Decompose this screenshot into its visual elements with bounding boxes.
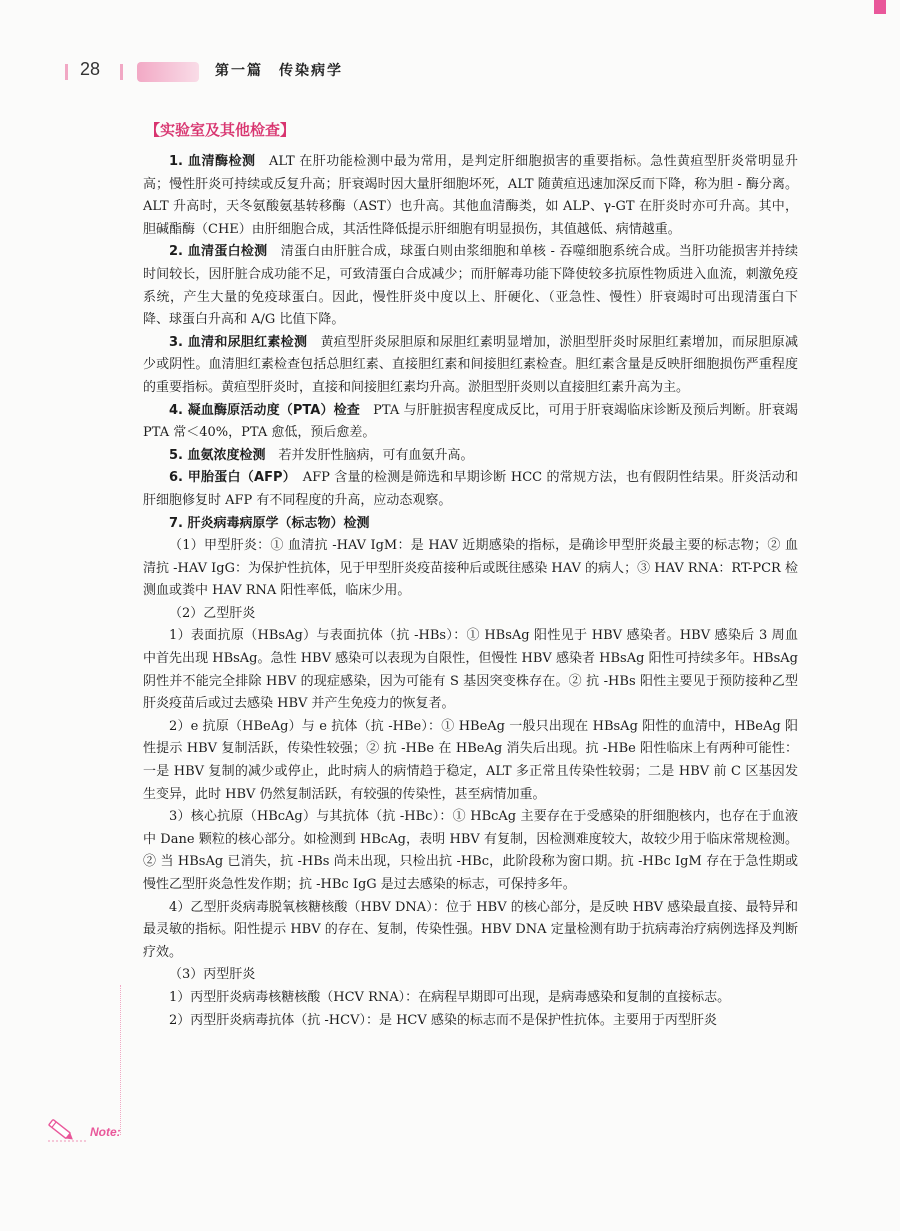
- paragraph-hbeag: 2）e 抗原（HBeAg）与 e 抗体（抗 -HBe）：① HBeAg 一般只出现在 HBsAg 阳性的血清中，HBeAg 阳性提示 HBV 复制活跃，传染性较强；② 抗 -HBe 在 HBeAg 消失后出现。抗 -HBe 阳性临床上有两种可能性：一是 HBV 复制的减少或停止，此时病人的病情趋于稳定，ALT 多正常且传染性较弱；二是 HBV 前 C 区基因发生变异，此时 HBV 仍然复制活跃，有较强的传染性，甚至病情加重。: [143, 718, 798, 802]
- item-label: 2. 血清蛋白检测: [169, 244, 268, 260]
- margin-note-line: [120, 985, 121, 1135]
- paragraph-afp: [143, 467, 798, 512]
- header-divider: [65, 64, 68, 80]
- item-label: 1. 血清酶检测: [169, 154, 256, 169]
- paragraph-virology: [143, 513, 798, 536]
- paragraph-hav: （1）甲型肝炎：① 血清抗 -HAV IgM：是 HAV 近期感染的指标，是确诊甲型肝炎最主要的标志物；② 血清抗 -HAV IgG：为保护性抗体，见于甲型肝炎疫苗接种后或既往感染 HAV 的病人；③ HAV RNA：RT-PCR 检测血或粪中 HAV RNA 阳性率低，临床少用。: [143, 538, 798, 599]
- item-label: 5. 血氨浓度检测: [169, 447, 266, 463]
- paragraph-hbcag: 3）核心抗原（HBcAg）与其抗体（抗 -HBc）：① HBcAg 主要存在于受感染的肝细胞核内，也存在于血液中 Dane 颗粒的核心部分。如检测到 HBcAg，表明 HBV 有复制，因检测难度较大，故较少用于临床常规检测。② 当 HBsAg 已消失，抗 -HBs 尚未出现，只检出抗 -HBc，此阶段称为窗口期。抗 -HBc IgM 存在于急性期或慢性乙型肝炎急性发作期；抗 -HBc IgG 是过去感染的标志，可保持多年。: [143, 809, 798, 892]
- paragraph-pta: [143, 400, 798, 445]
- item-label: 3. 血清和尿胆红素检测: [169, 334, 308, 350]
- item-label: 6. 甲胎蛋白（AFP）: [169, 470, 290, 486]
- item-text: 黄疸型肝炎尿胆原和尿胆红素明显增加，淤胆型肝炎时尿胆红素增加，而尿胆原减少或阴性。血清胆红素检查包括总胆红素、直接胆红素和间接胆红素检查。胆红素含量是反映肝细胞损伤严重程度的重要指标。黄疸型肝炎时，直接和间接胆红素均升高。淤胆型肝炎则以直接胆红素升高为主。: [143, 334, 798, 395]
- paragraph-hbv-heading: （2）乙型肝炎: [169, 605, 256, 621]
- item-text: ALT 在肝功能检测中最为常用，是判定肝细胞损害的重要指标。急性黄疸型肝炎常明显升高；慢性肝炎可持续或反复升高；肝衰竭时因大量肝细胞坏死，ALT 随黄疸迅速加深反而下降，称为胆 - 酶分离。ALT 升高时，天冬氨酸氨基转移酶（AST）也升高。其他血清酶类，如 ALP、γ-GT 在肝炎时亦可升高。其中，胆碱酯酶（CHE）由肝细胞合成，其活性降低提示肝细胞有明显损伤，其值越低、病情越重。: [143, 154, 799, 237]
- item-text: 若并发肝性脑病，可有血氨升高。: [265, 447, 474, 463]
- item-text: PTA 与肝脏损害程度成反比，可用于肝衰竭临床诊断及预后判断。肝衰竭 PTA 常＜40%，PTA 愈低，预后愈差。: [143, 402, 798, 441]
- margin-note: [42, 1117, 122, 1147]
- part-title: 第一篇 传染病学: [215, 63, 343, 79]
- paragraph-hcv-heading: （3）丙型肝炎: [169, 967, 256, 983]
- paragraph-serum-enzyme: [143, 151, 798, 241]
- page-number: 28: [80, 59, 101, 79]
- pencil-icon: [42, 1117, 88, 1147]
- paragraph-bilirubin: [143, 332, 798, 400]
- corner-tab: [874, 0, 886, 14]
- paragraph-hcv-rna: 1）丙型肝炎病毒核糖核酸（HCV RNA）：在病程早期即可出现，是病毒感染和复制的直接标志。: [169, 989, 731, 1005]
- item-label: 7. 肝炎病毒病原学（标志物）检测: [169, 515, 370, 531]
- header-divider: [120, 64, 123, 80]
- header-decoration: [137, 62, 199, 82]
- paragraph-hbsag: 1）表面抗原（HBsAg）与表面抗体（抗 -HBs）：① HBsAg 阳性见于 HBV 感染者。HBV 感染后 3 周血中首先出现 HBsAg。急性 HBV 感染可以表现为自限性，但慢性 HBV 感染者 HBsAg 阳性可持续多年。HBsAg 阴性并不能完全排除 HBV 的现症感染，因为可能有 S 基因突变株存在。② 抗 -HBs 阳性主要见于预防接种乙型肝炎疫苗后或过去感染 HBV 并产生免疫力的恢复者。: [143, 628, 798, 712]
- page-header: [0, 58, 900, 92]
- paragraph-serum-protein: [143, 241, 798, 331]
- note-label: Note:: [90, 1125, 121, 1139]
- item-text: 清蛋白由肝脏合成，球蛋白则由浆细胞和单核 - 吞噬细胞系统合成。当肝功能损害并持续时间较长，因肝脏合成功能不足，可致清蛋白合成减少；而肝解毒功能下降使较多抗原性物质进入血流，刺激免疫系统，产生大量的免疫球蛋白。因此，慢性肝炎中度以上、肝硬化、（亚急性、慢性）肝衰竭时可出现清蛋白下降、球蛋白升高和 A/G 比值下降。: [143, 244, 798, 328]
- paragraph-anti-hcv: 2）丙型肝炎病毒抗体（抗 -HCV）：是 HCV 感染的标志而不是保护性抗体。主要用于丙型肝炎: [169, 1012, 717, 1028]
- paragraph-blood-ammonia: [143, 445, 798, 468]
- paragraph-hbv-dna: 4）乙型肝炎病毒脱氧核糖核酸（HBV DNA）：位于 HBV 的核心部分，是反映 HBV 感染最直接、最特异和最灵敏的指标。阳性提示 HBV 的存在、复制，传染性强。HBV DNA 定量检测有助于抗病毒治疗病例选择及判断疗效。: [143, 899, 798, 960]
- page-content: [143, 117, 798, 1032]
- item-text: AFP 含量的检测是筛选和早期诊断 HCC 的常规方法，也有假阴性结果。肝炎活动和肝细胞修复时 AFP 有不同程度的升高，应动态观察。: [143, 470, 798, 508]
- section-title: 【实验室及其他检查】: [145, 121, 296, 139]
- item-label: 4. 凝血酶原活动度（PTA）检查: [169, 402, 360, 418]
